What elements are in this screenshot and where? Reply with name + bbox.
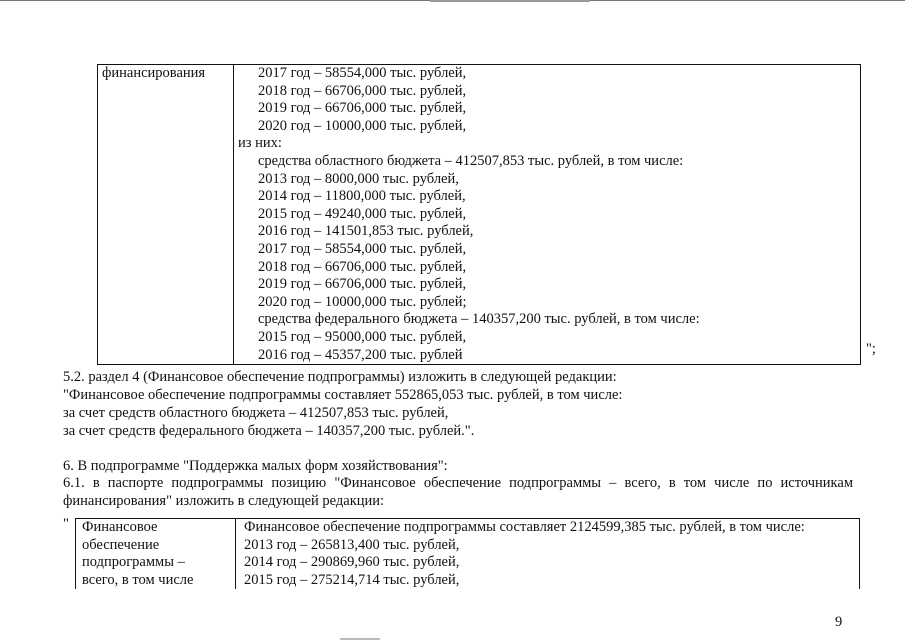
- table1-line: 2016 год – 141501,853 тыс. рублей,: [258, 223, 474, 240]
- page-number: 9: [835, 614, 843, 630]
- table1-closing-quote: ";: [866, 341, 876, 357]
- table1-line: 2019 год – 66706,000 тыс. рублей,: [258, 276, 467, 293]
- financing-table-new: [75, 518, 860, 589]
- table1-label-cell: [98, 65, 234, 365]
- table1-line: 2016 год – 45357,200 тыс. рублей: [258, 346, 463, 363]
- table1-line: 2017 год – 58554,000 тыс. рублей,: [258, 240, 467, 257]
- table1-value-cell: [234, 65, 861, 365]
- section-6-heading: 6. В подпрограмме "Поддержка малых форм хозяйствования":: [63, 458, 448, 474]
- table2-label-cell: [76, 519, 236, 590]
- table1-line: из них:: [238, 135, 282, 152]
- table2-opening-quote: ": [63, 516, 69, 532]
- table2-label-line: Финансовое: [82, 519, 158, 535]
- table1-line: 2018 год – 66706,000 тыс. рублей,: [258, 258, 467, 275]
- table1-line: средства федерального бюджета – 140357,200 тыс. рублей, в том числе:: [258, 311, 700, 328]
- section-6-1-line: 6.1. в паспорте подпрограммы позицию "Финансовое обеспечение подпрограммы – всего, в том числе по источникам: [63, 475, 853, 491]
- table1-line: 2014 год – 11800,000 тыс. рублей,: [258, 188, 466, 205]
- table1-line: 2013 год – 8000,000 тыс. рублей,: [258, 170, 459, 187]
- table2-label-line: всего, в том числе: [82, 571, 194, 588]
- section-5-2-heading: 5.2. раздел 4 (Финансовое обеспечение подпрограммы) изложить в следующей редакции:: [63, 369, 617, 385]
- table1-line: средства областного бюджета – 412507,853 тыс. рублей, в том числе:: [258, 152, 684, 169]
- table2-value-line: 2013 год – 265813,400 тыс. рублей,: [244, 536, 460, 553]
- section-5-2-line: за счет средств федерального бюджета – 140357,200 тыс. рублей.".: [63, 423, 475, 439]
- table2-value-line: 2015 год – 275214,714 тыс. рублей,: [244, 571, 460, 588]
- table2-value-line: Финансовое обеспечение подпрограммы составляет 2124599,385 тыс. рублей, в том числе:: [244, 519, 805, 535]
- table1-line: 2020 год – 10000,000 тыс. рублей;: [258, 293, 467, 310]
- section-5-2-line: за счет средств областного бюджета – 412507,853 тыс. рублей,: [63, 405, 449, 421]
- table1-line: 2019 год – 66706,000 тыс. рублей,: [258, 100, 467, 117]
- table2-value-line: 2014 год – 290869,960 тыс. рублей,: [244, 554, 460, 571]
- table1-line: 2017 год – 58554,000 тыс. рублей,: [258, 65, 467, 81]
- table2-value-cell: [236, 519, 860, 590]
- financing-table-continued: [97, 64, 861, 365]
- table1-line: 2018 год – 66706,000 тыс. рублей,: [258, 82, 467, 99]
- section-6-1-line: финансирования" изложить в следующей редакции:: [63, 493, 385, 509]
- scan-artifact-line: [430, 0, 590, 2]
- table1-label: финансирования: [102, 65, 206, 81]
- table1-line: 2015 год – 95000,000 тыс. рублей,: [258, 328, 467, 345]
- table1-line: 2015 год – 49240,000 тыс. рублей,: [258, 205, 467, 222]
- table2-label-line: подпрограммы –: [82, 554, 185, 571]
- table2-label-line: обеспечение: [82, 536, 160, 553]
- table1-line: 2020 год – 10000,000 тыс. рублей,: [258, 117, 467, 134]
- section-5-2-line: "Финансовое обеспечение подпрограммы составляет 552865,053 тыс. рублей, в том числе:: [63, 387, 623, 403]
